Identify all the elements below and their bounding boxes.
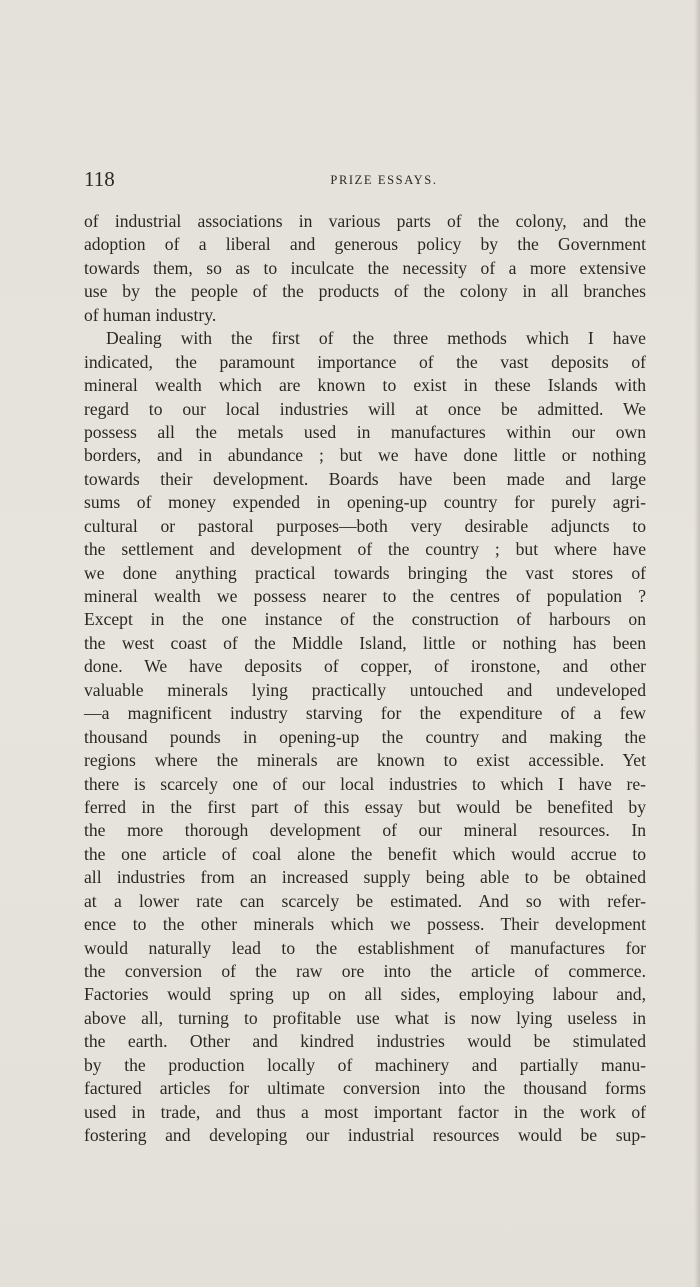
text-line: the settlement and development of the country ; but where have xyxy=(84,539,646,560)
text-line: use by the people of the products of the colony in all branches xyxy=(84,281,646,302)
text-line: at a lower rate can scarcely be estimated. And so with refer- xyxy=(84,890,646,911)
text-line: of human industry. xyxy=(84,304,217,325)
page-number: 118 xyxy=(84,167,115,191)
text-line: adoption of a liberal and generous policy by the Government xyxy=(84,234,646,255)
text-line: cultural or pastoral purposes—both very desirable adjuncts to xyxy=(84,515,646,536)
text-line: the one article of coal alone the benefit which would accrue to xyxy=(84,843,646,864)
text-line: possess all the metals used in manufactures within our own xyxy=(84,421,646,442)
text-line: would naturally lead to the establishment of manufactures for xyxy=(84,937,646,958)
text-line: sums of money expended in opening-up country for purely agri- xyxy=(84,492,646,513)
running-title: PRIZE ESSAYS. xyxy=(330,173,438,187)
text-line: Factories would spring up on all sides, employing labour and, xyxy=(84,984,646,1005)
text-line: the west coast of the Middle Island, little or nothing has been xyxy=(84,632,646,653)
text-line: thousand pounds in opening-up the country and making the xyxy=(84,726,646,747)
text-line: all industries from an increased supply being able to be obtained xyxy=(84,867,646,888)
text-line: above all, turning to profitable use what is now lying useless in xyxy=(84,1007,646,1028)
text-line: the earth. Other and kindred industries would be stimulated xyxy=(84,1031,646,1052)
text-line: ence to the other minerals which we possess. Their development xyxy=(84,914,646,935)
body-text xyxy=(84,210,646,1148)
text-line: the conversion of the raw ore into the article of commerce. xyxy=(84,961,646,981)
text-line: we done anything practical towards bringing the vast stores of xyxy=(84,562,646,583)
text-line: indicated, the paramount importance of the vast deposits of xyxy=(84,351,646,372)
text-line: Dealing with the first of the three methods which I have xyxy=(106,328,646,349)
text-line: of industrial associations in various parts of the colony, and the xyxy=(84,211,646,231)
text-line: towards them, so as to inculcate the necessity of a more extensive xyxy=(84,257,646,278)
text-line: the more thorough development of our mineral resources. In xyxy=(84,820,646,841)
running-head xyxy=(84,166,646,196)
text-line: there is scarcely one of our local industries to which I have re- xyxy=(84,773,646,794)
text-line: factured articles for ultimate conversion into the thousand forms xyxy=(84,1078,646,1099)
text-line: by the production locally of machinery and partially manu- xyxy=(84,1054,646,1075)
text-line: mineral wealth which are known to exist in these Islands with xyxy=(84,375,646,396)
text-line: done. We have deposits of copper, of ironstone, and other xyxy=(84,656,646,677)
text-line: towards their development. Boards have been made and large xyxy=(84,468,646,489)
text-line: mineral wealth we possess nearer to the centres of population ? xyxy=(84,586,646,606)
text-line: used in trade, and thus a most important factor in the work of xyxy=(84,1101,646,1122)
text-line: regard to our local industries will at once be admitted. We xyxy=(84,398,646,419)
text-line: fostering and developing our industrial resources would be sup- xyxy=(84,1125,646,1146)
text-line: —a magnificent industry starving for the expenditure of a few xyxy=(84,703,646,724)
text-line: Except in the one instance of the construction of harbours on xyxy=(84,609,646,630)
text-line: valuable minerals lying practically untouched and undeveloped xyxy=(84,679,646,700)
text-line: borders, and in abundance ; but we have done little or nothing xyxy=(84,445,646,466)
text-line: regions where the minerals are known to exist accessible. Yet xyxy=(84,750,646,771)
text-line: ferred in the first part of this essay but would be benefited by xyxy=(84,796,646,817)
paragraph xyxy=(84,210,646,327)
paragraph xyxy=(84,327,646,1147)
page-edge-shadow xyxy=(694,0,700,1287)
